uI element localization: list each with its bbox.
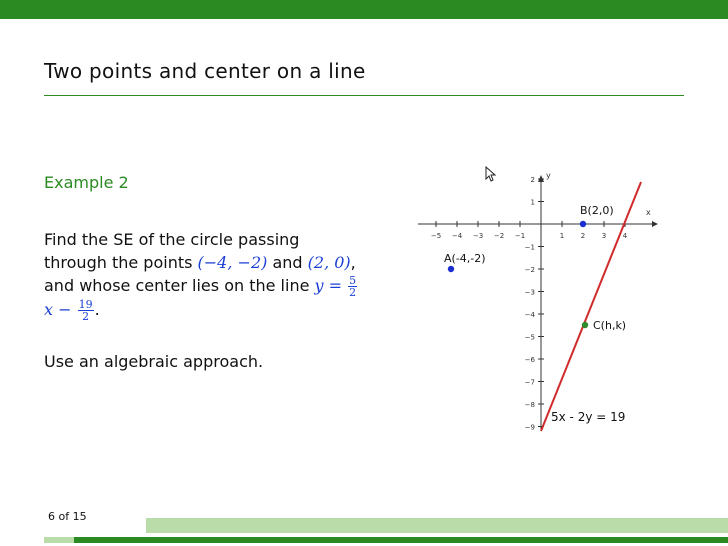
point-c-dot: [582, 322, 588, 328]
frac-num: 5: [349, 274, 357, 287]
x-tick-label: −3: [472, 232, 484, 240]
approach-text: Use an algebraic approach.: [44, 352, 264, 371]
y-tick-label: −3: [524, 288, 535, 297]
top-header-bar: [0, 0, 728, 19]
eq-minus: −: [53, 300, 77, 319]
x-tick-label: −4: [451, 232, 463, 240]
problem-text: [44, 228, 364, 322]
eq-equals: =: [323, 276, 348, 295]
x-tick-label: 1: [559, 232, 565, 240]
problem-text-part: Find the SE of the circle passing through the points: [44, 230, 300, 272]
slide-title: Two points and center on a line: [44, 59, 366, 83]
fraction-5-2: [348, 275, 357, 298]
point-b-dot: [580, 221, 586, 227]
x-tick-label: 4: [622, 232, 628, 240]
y-tick-label: 1: [530, 198, 535, 207]
point-a-dot: [448, 266, 454, 272]
x-axis-label: x: [646, 208, 651, 217]
y-tick-label: −2: [524, 266, 535, 274]
page-number: 6 of 15: [48, 510, 87, 523]
x-tick-label: −5: [430, 232, 442, 240]
line-equation-label: 5x - 2y = 19: [551, 410, 626, 424]
problem-text-part: .: [94, 300, 100, 319]
eq-x: x: [44, 300, 54, 319]
problem-text-part: and: [267, 253, 308, 272]
y-tick-label: −4: [524, 311, 535, 319]
footer-left-stub: [44, 537, 74, 543]
footer-light-bar: [146, 518, 728, 533]
x-tick-label: 2: [580, 232, 586, 240]
footer-dark-bar: [74, 537, 728, 543]
y-tick-label: −8: [524, 401, 535, 409]
fraction-19-2: [78, 299, 94, 322]
y-tick-label: −5: [524, 333, 535, 342]
eq-y: y: [314, 276, 324, 295]
frac-den: 2: [349, 286, 357, 299]
problem-text-part: , and whose center lies on the line: [44, 253, 356, 295]
x-tick-label: 3: [601, 232, 607, 240]
y-tick-label: −1: [524, 243, 535, 252]
line-5x-2y-19: [541, 182, 641, 431]
x-tick-label: −2: [493, 232, 505, 240]
point-b-math: (2, 0): [307, 253, 351, 272]
point-a-math: (−4, −2): [197, 253, 268, 272]
y-tick-label: 2: [530, 176, 535, 184]
y-axis: [538, 175, 544, 430]
point-b-label: B(2,0): [580, 204, 614, 217]
example-label: Example 2: [44, 173, 129, 192]
title-divider: [44, 95, 684, 96]
frac-num: 19: [78, 298, 93, 311]
frac-den: 2: [82, 310, 90, 323]
x-axis: [418, 221, 658, 227]
mouse-cursor-icon: [486, 167, 495, 181]
point-c-label: C(h,k): [593, 319, 627, 332]
x-tick-label: −1: [514, 232, 526, 240]
y-axis-label: y: [546, 171, 551, 180]
point-a-label: A(-4,-2): [444, 252, 486, 265]
coordinate-graph: [400, 158, 670, 438]
y-tick-label: −7: [524, 378, 535, 387]
y-tick-label: −9: [524, 423, 535, 432]
y-tick-label: −6: [524, 356, 535, 364]
